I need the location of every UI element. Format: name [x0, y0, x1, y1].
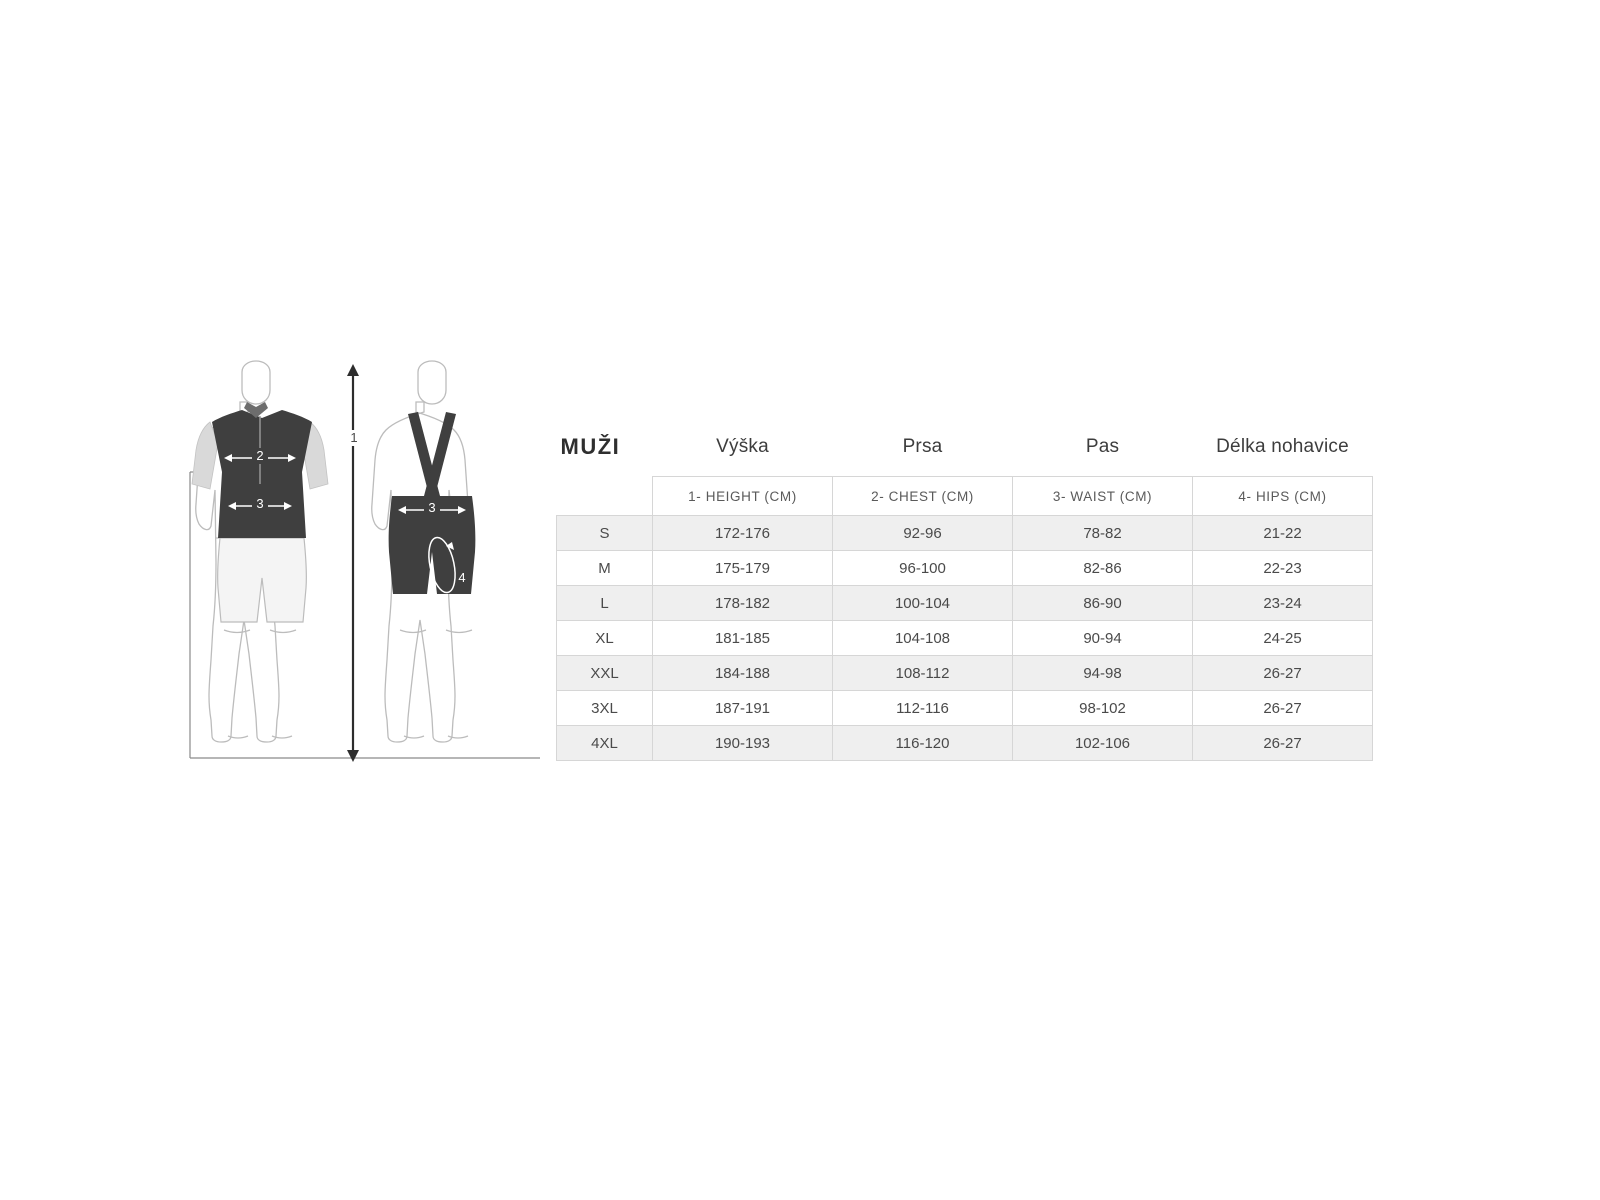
row-chest: 96-100: [833, 551, 1013, 586]
row-hips: 26-27: [1193, 656, 1373, 691]
row-waist: 94-98: [1013, 656, 1193, 691]
row-hips: 23-24: [1193, 586, 1373, 621]
hips-number: 4: [458, 570, 466, 585]
row-height: 187-191: [653, 691, 833, 726]
figure-illustrations: [180, 360, 560, 780]
size-table-container: [556, 418, 1372, 761]
row-hips: 26-27: [1193, 726, 1373, 761]
row-size: 3XL: [557, 691, 653, 726]
figure-jersey: [192, 361, 328, 742]
table-row: [557, 621, 1373, 656]
chest-number: 2: [256, 448, 264, 463]
table-row: [557, 691, 1373, 726]
subheader-height: 1- HEIGHT (CM): [653, 477, 833, 516]
row-height: 181-185: [653, 621, 833, 656]
row-hips: 26-27: [1193, 691, 1373, 726]
row-waist: 102-106: [1013, 726, 1193, 761]
jersey-shape: [212, 410, 312, 538]
row-waist: 86-90: [1013, 586, 1193, 621]
row-height: 190-193: [653, 726, 833, 761]
row-size: M: [557, 551, 653, 586]
row-waist: 78-82: [1013, 516, 1193, 551]
table-row: [557, 516, 1373, 551]
header-corner: [557, 477, 653, 516]
table-header-sub: [557, 477, 1373, 516]
row-chest: 112-116: [833, 691, 1013, 726]
row-height: 175-179: [653, 551, 833, 586]
height-measure-arrow: [346, 364, 362, 762]
row-hips: 22-23: [1193, 551, 1373, 586]
row-hips: 24-25: [1193, 621, 1373, 656]
table-row: [557, 586, 1373, 621]
height-number: 1: [350, 430, 358, 445]
table-row: [557, 551, 1373, 586]
row-height: 184-188: [653, 656, 833, 691]
row-size: XXL: [557, 656, 653, 691]
waist-number: 3: [256, 496, 264, 511]
table-header-top: [557, 418, 1373, 477]
subheader-chest: 2- CHEST (CM): [833, 477, 1013, 516]
figure-bib-shorts: [372, 361, 476, 742]
header-chest: Prsa: [902, 436, 943, 457]
row-chest: 92-96: [833, 516, 1013, 551]
table-row: [557, 726, 1373, 761]
row-height: 178-182: [653, 586, 833, 621]
row-size: L: [557, 586, 653, 621]
row-chest: 104-108: [833, 621, 1013, 656]
header-waist: Pas: [1085, 436, 1120, 457]
subheader-hips: 4- HIPS (CM): [1193, 477, 1373, 516]
row-chest: 116-120: [833, 726, 1013, 761]
size-table: [556, 418, 1373, 761]
table-title: MUŽI: [560, 434, 621, 460]
row-size: 4XL: [557, 726, 653, 761]
row-waist: 90-94: [1013, 621, 1193, 656]
row-size: S: [557, 516, 653, 551]
row-waist: 98-102: [1013, 691, 1193, 726]
row-waist: 82-86: [1013, 551, 1193, 586]
row-size: XL: [557, 621, 653, 656]
row-chest: 108-112: [833, 656, 1013, 691]
header-height: Výška: [716, 436, 769, 457]
row-hips: 21-22: [1193, 516, 1373, 551]
header-hips: Délka nohavice: [1216, 436, 1349, 457]
subheader-waist: 3- WAIST (CM): [1013, 477, 1193, 516]
table-row: [557, 656, 1373, 691]
waist-shorts-number: 3: [428, 500, 436, 515]
row-height: 172-176: [653, 516, 833, 551]
row-chest: 100-104: [833, 586, 1013, 621]
